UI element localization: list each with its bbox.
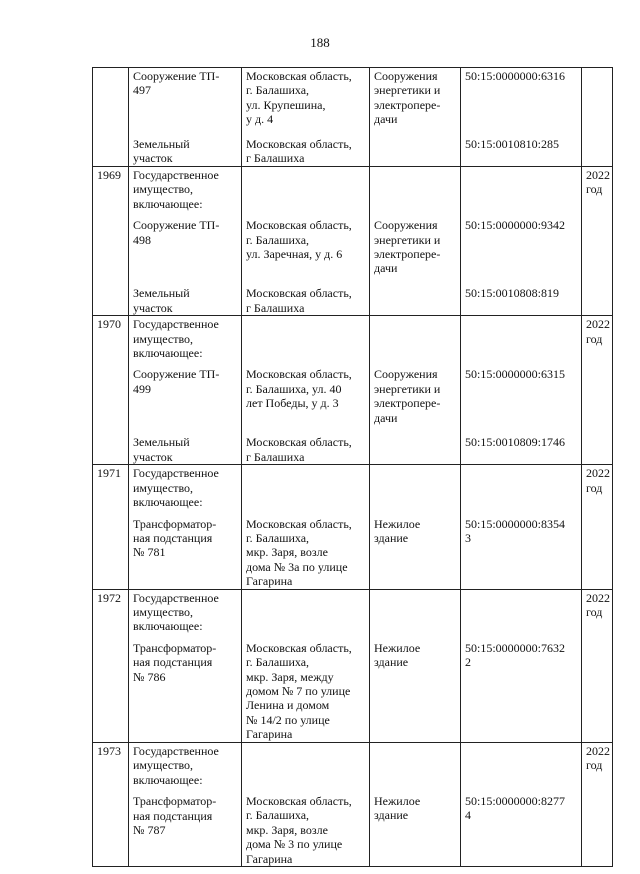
object-type-block xyxy=(374,69,457,127)
cadastral-number-block xyxy=(465,69,578,127)
row-number-cell xyxy=(93,316,129,465)
cadastral-number: 50:15:0010809:1746 xyxy=(465,435,566,450)
object-address-block xyxy=(246,794,366,866)
object-address: Московская область, г Балашиха xyxy=(246,137,352,166)
table-row xyxy=(93,742,613,866)
object-type-cell xyxy=(370,742,461,866)
object-type-cell xyxy=(370,316,461,465)
group-header: Государственное имущество, включающее: xyxy=(133,466,219,510)
object-address: Московская область, г. Балашиха, мкр. Заря, возле дома № 3а по улице Гагарина xyxy=(246,516,352,589)
object-name-cell xyxy=(129,316,242,465)
cadastral-number-cell xyxy=(461,167,582,316)
address-cell xyxy=(242,167,370,316)
object-type-block xyxy=(374,286,457,315)
object-type-block xyxy=(374,641,457,742)
cadastral-number: 50:15:0010808:819 xyxy=(465,286,560,301)
object-type: Нежилое здание xyxy=(374,640,421,670)
cadastral-number-block xyxy=(465,517,578,589)
object-name: Сооружение ТП- 497 xyxy=(133,69,220,98)
object-type-block xyxy=(374,218,457,276)
object-type: Нежилое здание xyxy=(374,794,421,823)
cadastral-number-block xyxy=(465,286,578,315)
object-address-block xyxy=(246,218,366,276)
object-type-cell xyxy=(370,68,461,167)
object-type-cell xyxy=(370,167,461,316)
row-number: 1971 xyxy=(97,466,121,481)
page-number: 188 xyxy=(310,35,330,50)
object-name-cell xyxy=(129,589,242,742)
object-address-block xyxy=(246,517,366,589)
object-type-block xyxy=(374,794,457,866)
table-row xyxy=(93,465,613,589)
row-number: 1972 xyxy=(97,590,121,605)
row-number: 1970 xyxy=(97,317,121,332)
object-type-block xyxy=(374,435,457,464)
group-header: Государственное имущество, включающее: xyxy=(133,590,219,634)
object-name: Земельный участок xyxy=(133,137,190,166)
object-address: Московская область, г. Балашиха, мкр. Заря, между домом № 7 по улице Ленина и домом № 14/2 по улице Гагарина xyxy=(246,640,352,742)
year-cell xyxy=(582,589,613,742)
object-name-block xyxy=(133,286,238,315)
object-name-cell xyxy=(129,167,242,316)
cadastral-number-cell xyxy=(461,742,582,866)
object-name-cell xyxy=(129,465,242,589)
cadastral-number-block xyxy=(465,218,578,276)
row-number-cell xyxy=(93,465,129,589)
object-name: Сооружение ТП- 498 xyxy=(133,218,220,247)
year-value: 2022 год xyxy=(586,168,610,197)
year-value: 2022 год xyxy=(586,743,610,773)
table-row xyxy=(93,589,613,742)
property-register-table xyxy=(92,67,613,867)
year-value: 2022 год xyxy=(586,317,610,346)
address-cell xyxy=(242,316,370,465)
cadastral-number-cell xyxy=(461,465,582,589)
row-number-cell xyxy=(93,167,129,316)
address-cell xyxy=(242,465,370,589)
object-address-block xyxy=(246,286,366,315)
object-name: Трансформатор- ная подстанция № 787 xyxy=(133,794,217,837)
object-name-block xyxy=(133,367,238,425)
object-name-block xyxy=(133,435,238,464)
address-cell xyxy=(242,589,370,742)
cadastral-number: 50:15:0010810:285 xyxy=(465,137,560,151)
object-address: Московская область, г. Балашиха, мкр. Заря, возле дома № 3 по улице Гагарина xyxy=(246,794,352,866)
row-number: 1969 xyxy=(97,168,121,182)
cadastral-number: 50:15:0000000:6316 xyxy=(465,69,566,83)
object-type-block xyxy=(374,137,457,166)
object-address: Московская область, г. Балашиха, ул. 40 лет Победы, у д. 3 xyxy=(246,367,352,411)
register-body xyxy=(93,68,613,867)
group-header: Государственное имущество, включающее: xyxy=(133,743,219,787)
table-row xyxy=(93,316,613,465)
cadastral-number-block xyxy=(465,641,578,742)
object-address-block xyxy=(246,69,366,127)
object-name: Трансформатор- ная подстанция № 786 xyxy=(133,640,217,684)
cadastral-number-cell xyxy=(461,68,582,167)
table-row xyxy=(93,68,613,167)
cadastral-number-cell xyxy=(461,589,582,742)
object-name: Трансформатор- ная подстанция № 781 xyxy=(133,516,217,560)
year-cell xyxy=(582,742,613,866)
object-address-block xyxy=(246,367,366,425)
object-name-cell xyxy=(129,742,242,866)
object-address: Московская область, г Балашиха xyxy=(246,435,352,464)
object-type-block xyxy=(374,367,457,425)
cadastral-number: 50:15:0000000:7632 2 xyxy=(465,640,566,670)
object-name-cell xyxy=(129,68,242,167)
year-cell xyxy=(582,167,613,316)
object-name: Сооружение ТП- 499 xyxy=(133,367,220,396)
cadastral-number-block xyxy=(465,435,578,464)
cadastral-number: 50:15:0000000:8277 4 xyxy=(465,794,566,823)
year-value: 2022 год xyxy=(586,590,610,620)
object-address: Московская область, г. Балашиха, ул. Заречная, у д. 6 xyxy=(246,218,352,261)
object-name-block xyxy=(133,218,238,276)
cadastral-number-block xyxy=(465,794,578,866)
year-value: 2022 год xyxy=(586,466,610,495)
object-name-block xyxy=(133,69,238,127)
object-name: Земельный участок xyxy=(133,286,190,315)
cadastral-number: 50:15:0000000:8354 3 xyxy=(465,516,566,546)
object-address-block xyxy=(246,137,366,166)
cadastral-number: 50:15:0000000:6315 xyxy=(465,367,566,382)
year-cell xyxy=(582,465,613,589)
address-cell xyxy=(242,68,370,167)
object-type: Сооружения энергетики и электропере- дачи xyxy=(374,367,441,425)
row-number-cell xyxy=(93,589,129,742)
object-address-block xyxy=(246,641,366,742)
object-name-block xyxy=(133,641,238,742)
row-number-cell xyxy=(93,742,129,866)
object-name-block xyxy=(133,794,238,866)
table-row xyxy=(93,167,613,316)
row-number-cell xyxy=(93,68,129,167)
object-type: Сооружения энергетики и электропере- дачи xyxy=(374,69,441,127)
object-name-block xyxy=(133,517,238,589)
cadastral-number-cell xyxy=(461,316,582,465)
cadastral-number-block xyxy=(465,367,578,425)
object-name: Земельный участок xyxy=(133,435,190,464)
cadastral-number: 50:15:0000000:9342 xyxy=(465,218,566,233)
group-header: Государственное имущество, включающее: xyxy=(133,317,219,361)
year-cell xyxy=(582,68,613,167)
object-type-cell xyxy=(370,589,461,742)
object-type-block xyxy=(374,517,457,589)
year-cell xyxy=(582,316,613,465)
object-type: Сооружения энергетики и электропере- дачи xyxy=(374,218,441,276)
object-address: Московская область, г Балашиха xyxy=(246,286,352,315)
group-header: Государственное имущество, включающее: xyxy=(133,168,219,211)
object-address-block xyxy=(246,435,366,464)
object-type-cell xyxy=(370,465,461,589)
address-cell xyxy=(242,742,370,866)
row-number: 1973 xyxy=(97,743,121,758)
object-address: Московская область, г. Балашиха, ул. Крупешина, у д. 4 xyxy=(246,69,352,127)
object-type: Нежилое здание xyxy=(374,516,421,546)
cadastral-number-block xyxy=(465,137,578,166)
object-name-block xyxy=(133,137,238,166)
